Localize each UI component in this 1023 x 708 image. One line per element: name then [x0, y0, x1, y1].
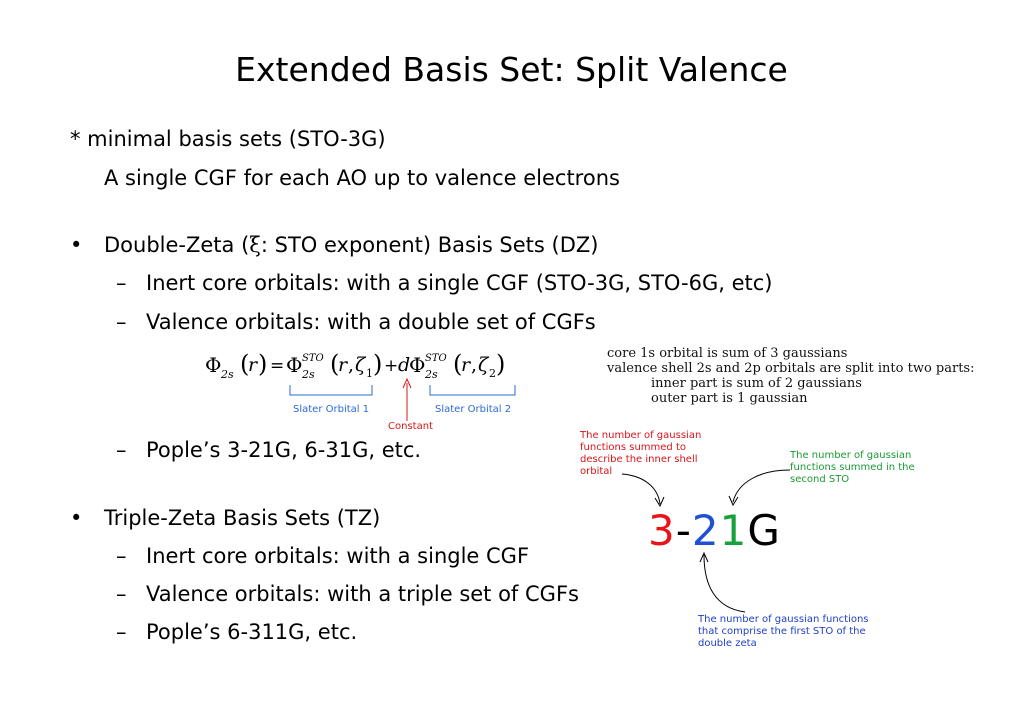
tz-item: Valence orbitals: with a triple set of CGFs: [146, 582, 579, 606]
dz-heading-post: : STO exponent) Basis Sets (DZ): [260, 233, 599, 257]
eq-comma: ,: [348, 354, 355, 376]
tz-item: Pople’s 6-311G, etc.: [146, 620, 358, 644]
note-line: inner part is sum of 2 gaussians: [651, 376, 862, 391]
eq-zeta: ζ: [355, 354, 366, 376]
slide-title: Extended Basis Set: Split Valence: [235, 50, 788, 89]
minimal-heading: * minimal basis sets (STO-3G): [70, 127, 386, 151]
basis-set-code: [648, 506, 781, 555]
eq-paren: ): [373, 350, 383, 378]
slater1-label: Slater Orbital 1: [293, 404, 370, 415]
eq-r: r: [248, 354, 258, 376]
annotation-second-sto: The number of gaussian functions summed in the second STO: [790, 450, 915, 485]
annotation-inner-shell: The number of gaussian functions summed to describe the inner shell orbital: [580, 430, 702, 477]
eq-phi: Φ: [286, 353, 303, 377]
constant-label: Constant: [388, 421, 433, 432]
eq-paren: ): [258, 350, 268, 378]
eq-equals: =: [270, 356, 285, 376]
eq-zeta-sub: 1: [366, 367, 373, 380]
eq-sup: STO: [302, 353, 324, 364]
eq-r: r: [338, 354, 348, 376]
dash: –: [116, 271, 127, 295]
eq-sub: 2s: [221, 368, 234, 381]
slater2-label: Slater Orbital 2: [435, 404, 512, 415]
eq-paren: (: [240, 350, 250, 378]
eq-phi: Φ: [205, 353, 222, 377]
dz-item: Inert core orbitals: with a single CGF (STO-3G, STO-6G, etc): [146, 271, 773, 295]
eq-zeta-sub: 2: [489, 367, 496, 380]
dash: –: [116, 582, 127, 606]
note-line: outer part is 1 gaussian: [651, 391, 808, 406]
code-hyphen: -: [675, 506, 692, 555]
arrow-second: [733, 470, 790, 502]
eq-paren: (: [453, 350, 463, 378]
dash: –: [116, 310, 127, 334]
eq-plus: +: [384, 356, 399, 376]
arrow-first: [704, 555, 745, 612]
minimal-desc: A single CGF for each AO up to valence electrons: [104, 166, 620, 190]
tz-item: Inert core orbitals: with a single CGF: [146, 544, 530, 568]
tz-bullet: •: [70, 506, 83, 530]
eq-phi: Φ: [409, 353, 426, 377]
eq-d: d: [398, 354, 411, 376]
eq-sub: 2s: [302, 368, 315, 381]
dz-heading-pre: Double-Zeta (: [104, 233, 250, 257]
dz-item: Pople’s 3-21G, 6-31G, etc.: [146, 438, 422, 462]
code-digit-inner: 2: [691, 506, 720, 555]
arrow-inner: [622, 474, 660, 504]
tz-heading: Triple-Zeta Basis Sets (TZ): [104, 506, 381, 530]
eq-paren: ): [496, 350, 506, 378]
eq-sub: 2s: [425, 368, 438, 381]
eq-r: r: [461, 354, 471, 376]
code-digit-outer: 1: [719, 506, 748, 555]
note-line: core 1s orbital is sum of 3 gaussians: [607, 346, 848, 361]
eq-comma: ,: [471, 354, 478, 376]
eq-zeta: ζ: [478, 354, 489, 376]
eq-sup: STO: [425, 353, 447, 364]
note-line: valence shell 2s and 2p orbitals are split into two parts:: [607, 361, 975, 376]
eq-paren: (: [330, 350, 340, 378]
dash: –: [116, 620, 127, 644]
dz-item: Valence orbitals: with a double set of CGFs: [146, 310, 596, 334]
code-g: G: [747, 506, 781, 555]
dash: –: [116, 544, 127, 568]
code-digit-core: 3: [648, 506, 676, 555]
dz-bullet: •: [70, 233, 83, 257]
annotation-first-sto: The number of gaussian functions that comprise the first STO of the double zeta: [698, 614, 869, 649]
dash: –: [116, 438, 127, 462]
xi-symbol: ξ: [249, 233, 261, 257]
